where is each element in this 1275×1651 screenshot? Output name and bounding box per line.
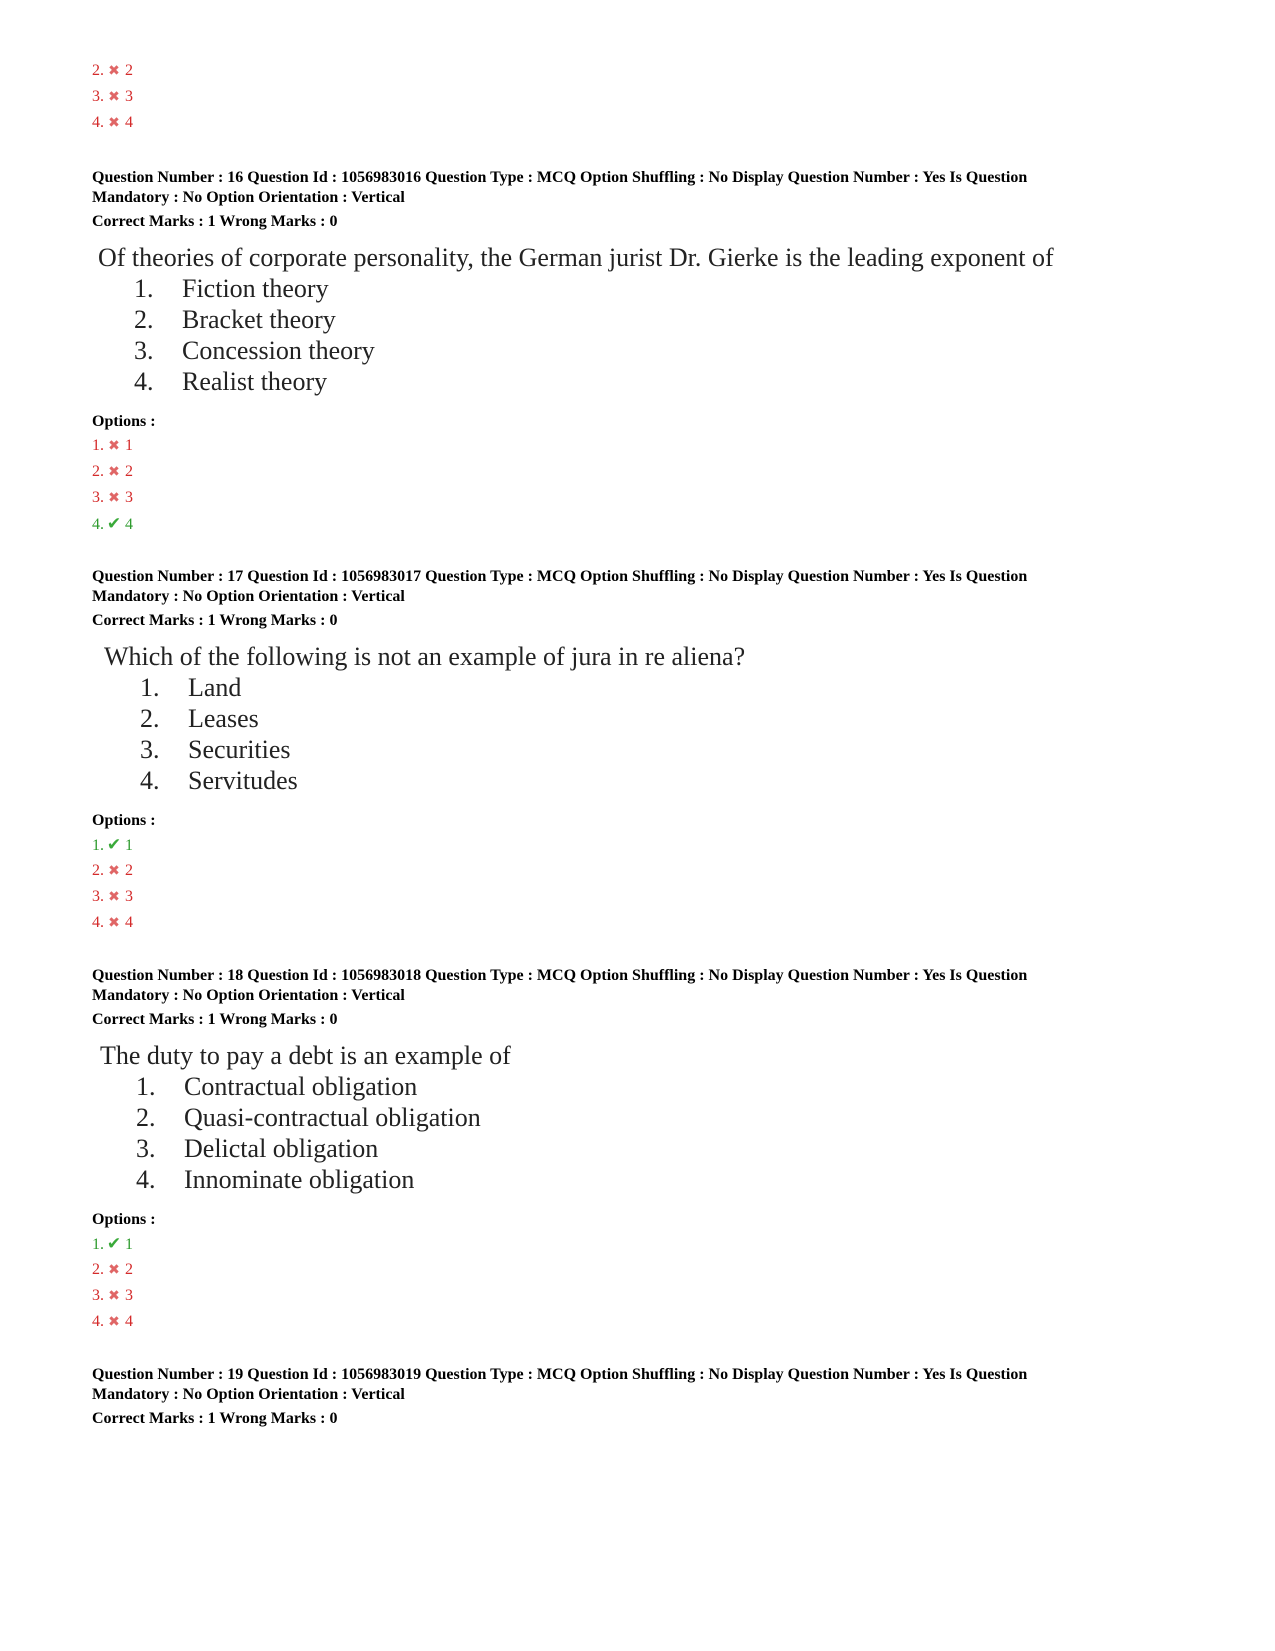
- option-value: 2: [125, 862, 133, 879]
- option-number: 2.: [92, 463, 104, 480]
- option-value: 3: [125, 1287, 133, 1304]
- choice-number: 1.: [136, 1072, 156, 1101]
- check-icon: ✔: [106, 1234, 122, 1253]
- option-line: [92, 858, 1192, 884]
- option-value: 2: [125, 62, 133, 79]
- question-meta-line-1: Question Number : 18 Question Id : 1056983018 Question Type : MCQ Option Shuffling : No Display Question Number : Yes Is Question: [92, 967, 1028, 984]
- question-meta-line-2: Mandatory : No Option Orientation : Vertical: [92, 987, 405, 1004]
- option-value: 1: [125, 837, 133, 854]
- question-meta: [92, 567, 1192, 607]
- question-meta-line-1: Question Number : 16 Question Id : 1056983016 Question Type : MCQ Option Shuffling : No Display Question Number : Yes Is Question: [92, 169, 1028, 186]
- choice-item: [104, 734, 1192, 765]
- options-list: [92, 433, 1192, 537]
- marks-line: Correct Marks : 1 Wrong Marks : 0: [92, 1011, 338, 1028]
- marks-line: Correct Marks : 1 Wrong Marks : 0: [92, 1410, 338, 1427]
- choice-number: 1.: [134, 274, 154, 303]
- choice-item: [98, 335, 1192, 366]
- cross-icon: ✖: [108, 916, 120, 931]
- cross-icon: ✖: [108, 491, 120, 506]
- cross-icon: ✖: [108, 1315, 120, 1330]
- choice-item: [100, 1164, 1192, 1195]
- options-label: Options :: [92, 413, 156, 430]
- option-line: [92, 110, 1192, 136]
- option-number: 4.: [92, 1313, 104, 1330]
- options-label: Options :: [92, 812, 156, 829]
- question-paper-page: [92, 58, 1192, 1429]
- question-meta: [92, 1365, 1192, 1405]
- question-meta: [92, 966, 1192, 1006]
- choice-number: 3.: [134, 336, 154, 365]
- choice-item: [104, 672, 1192, 703]
- option-value: 2: [125, 463, 133, 480]
- cross-icon: ✖: [108, 864, 120, 879]
- option-number: 2.: [92, 1261, 104, 1278]
- choice-text: Contractual obligation: [184, 1072, 418, 1101]
- options-list: [92, 1231, 1192, 1335]
- choice-number: 1.: [140, 673, 160, 702]
- cross-icon: ✖: [108, 116, 120, 131]
- question-meta-line-1: Question Number : 19 Question Id : 1056983019 Question Type : MCQ Option Shuffling : No Display Question Number : Yes Is Question: [92, 1366, 1028, 1383]
- option-value: 1: [125, 1236, 133, 1253]
- option-line: [92, 58, 1192, 84]
- choice-text: Securities: [188, 735, 291, 764]
- choice-text: Quasi-contractual obligation: [184, 1103, 481, 1132]
- choice-item: [100, 1102, 1192, 1133]
- question-stem-image: [92, 641, 1192, 796]
- choice-item: [98, 304, 1192, 335]
- cross-icon: ✖: [108, 439, 120, 454]
- question-block-19: [92, 1365, 1192, 1429]
- option-line: [92, 884, 1192, 910]
- option-value: 4: [125, 114, 133, 131]
- option-number: 2.: [92, 862, 104, 879]
- option-number: 2.: [92, 62, 104, 79]
- question-stem: Of theories of corporate personality, the German jurist Dr. Gierke is the leading exponent of: [98, 243, 1054, 272]
- cross-icon: ✖: [108, 890, 120, 905]
- option-line: [92, 832, 1192, 858]
- marks-line: Correct Marks : 1 Wrong Marks : 0: [92, 612, 338, 629]
- option-line: [92, 84, 1192, 110]
- cross-icon: ✖: [108, 1289, 120, 1304]
- choice-item: [98, 366, 1192, 397]
- question-meta-line-2: Mandatory : No Option Orientation : Vertical: [92, 588, 405, 605]
- option-line: [92, 1231, 1192, 1257]
- options-label: Options :: [92, 1211, 156, 1228]
- choice-item: [100, 1071, 1192, 1102]
- choice-number: 4.: [136, 1165, 156, 1194]
- question-meta: [92, 168, 1192, 208]
- option-number: 4.: [92, 516, 104, 533]
- option-value: 3: [125, 489, 133, 506]
- option-number: 4.: [92, 914, 104, 931]
- option-number: 3.: [92, 1287, 104, 1304]
- options-list: [92, 832, 1192, 936]
- question-stem: Which of the following is not an example of jura in re aliena?: [104, 642, 746, 671]
- check-icon: ✔: [106, 835, 122, 854]
- option-value: 1: [125, 437, 133, 454]
- question-stem: The duty to pay a debt is an example of: [100, 1041, 511, 1070]
- option-line: [92, 1283, 1192, 1309]
- choice-text: Innominate obligation: [184, 1165, 415, 1194]
- option-value: 4: [125, 1313, 133, 1330]
- choice-number: 2.: [136, 1103, 156, 1132]
- choice-number: 2.: [134, 305, 154, 334]
- cross-icon: ✖: [108, 90, 120, 105]
- choice-text: Delictal obligation: [184, 1134, 379, 1163]
- choice-number: 4.: [134, 367, 154, 396]
- cross-icon: ✖: [108, 465, 120, 480]
- choice-text: Realist theory: [182, 367, 328, 396]
- choice-number: 2.: [140, 704, 160, 733]
- choice-text: Land: [188, 673, 242, 702]
- option-line: [92, 1309, 1192, 1335]
- cross-icon: ✖: [108, 64, 120, 79]
- question-stem-image: [92, 1040, 1192, 1195]
- option-number: 1.: [92, 1236, 104, 1253]
- option-value: 4: [125, 516, 133, 533]
- option-value: 3: [125, 888, 133, 905]
- option-line: [92, 433, 1192, 459]
- marks-line: Correct Marks : 1 Wrong Marks : 0: [92, 213, 338, 230]
- choice-item: [104, 765, 1192, 796]
- option-line: [92, 910, 1192, 936]
- option-line: [92, 459, 1192, 485]
- option-number: 3.: [92, 888, 104, 905]
- question-meta-line-2: Mandatory : No Option Orientation : Vertical: [92, 1386, 405, 1403]
- choice-text: Concession theory: [182, 336, 375, 365]
- question-stem-image: [92, 242, 1192, 397]
- question-meta-line-1: Question Number : 17 Question Id : 1056983017 Question Type : MCQ Option Shuffling : No Display Question Number : Yes Is Question: [92, 568, 1028, 585]
- question-block-16: [92, 168, 1192, 537]
- option-number: 1.: [92, 837, 104, 854]
- choice-item: [104, 703, 1192, 734]
- choice-item: [98, 273, 1192, 304]
- choice-text: Bracket theory: [182, 305, 336, 334]
- option-value: 2: [125, 1261, 133, 1278]
- cross-icon: ✖: [108, 1263, 120, 1278]
- choice-item: [100, 1133, 1192, 1164]
- option-number: 3.: [92, 88, 104, 105]
- question-block-17: [92, 567, 1192, 936]
- question-block-18: [92, 966, 1192, 1335]
- check-icon: ✔: [106, 514, 122, 533]
- option-number: 3.: [92, 489, 104, 506]
- choice-text: Leases: [188, 704, 259, 733]
- previous-question-options: [92, 58, 1192, 136]
- choice-number: 3.: [140, 735, 160, 764]
- option-line: [92, 1257, 1192, 1283]
- option-number: 1.: [92, 437, 104, 454]
- option-line: [92, 485, 1192, 511]
- choice-number: 3.: [136, 1134, 156, 1163]
- option-number: 4.: [92, 114, 104, 131]
- option-value: 3: [125, 88, 133, 105]
- choice-text: Fiction theory: [182, 274, 329, 303]
- choice-number: 4.: [140, 766, 160, 795]
- option-line: [92, 511, 1192, 537]
- choice-text: Servitudes: [188, 766, 298, 795]
- option-value: 4: [125, 914, 133, 931]
- question-meta-line-2: Mandatory : No Option Orientation : Vertical: [92, 189, 405, 206]
